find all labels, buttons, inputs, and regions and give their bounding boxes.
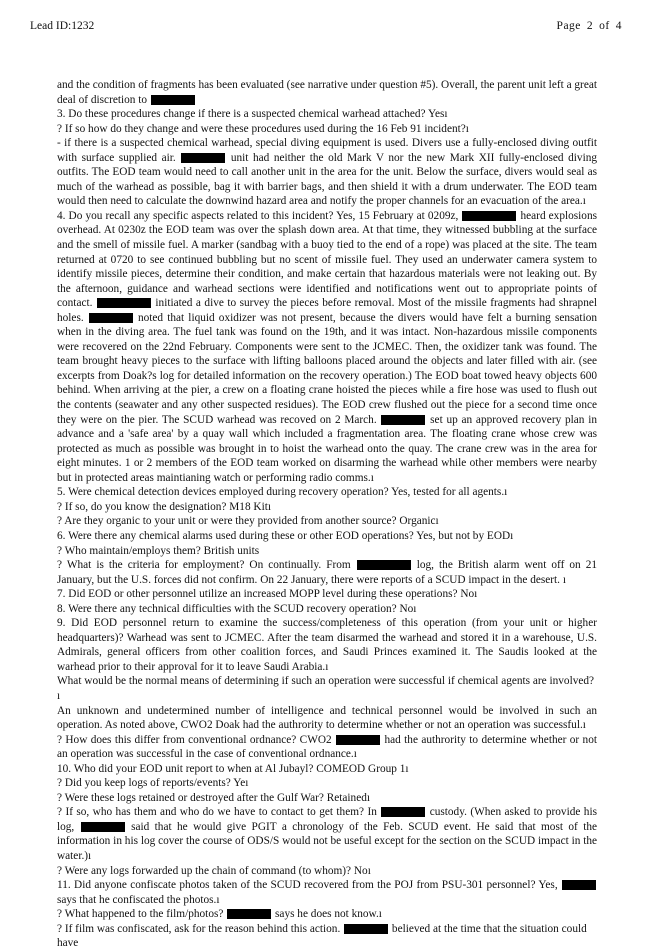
paragraph-q10-sub1: ? Did you keep logs of reports/events? Yeı xyxy=(57,777,249,790)
redaction-block xyxy=(357,560,411,570)
page-total: 4 xyxy=(615,20,622,32)
paragraph-q9-sub2: An unknown and undetermined number of intelligence and technical personnel would be involved in such an operation. As noted above, CWO2 Doak had the authrority to determine whether or not an operation was successful.ı xyxy=(57,704,597,732)
page-number xyxy=(551,20,622,32)
document-body xyxy=(57,78,597,951)
paragraph-q8: 8. Were there any technical difficulties with the SCUD recovery operation? Noı xyxy=(57,602,417,615)
paragraph-q9-sub3: ? How does this differ from conventional ordnance? CWO2 had the authrority to determine whether or not an operation was successful in the case of conventional ordnance.ı xyxy=(57,733,597,761)
redaction-block xyxy=(227,909,271,919)
paragraph-q3: 3. Do these procedures change if there is a suspected chemical warhead attached? Yesı xyxy=(57,108,448,121)
redaction-block xyxy=(381,415,425,425)
redaction-block xyxy=(381,807,425,817)
paragraph-q5: 5. Were chemical detection devices employed during recovery operation? Yes, tested for all agents.ı xyxy=(57,486,508,499)
paragraph-q10-sub3: ? If so, who has them and who do we have to contact to get them? In custody. (When asked to provide his log, said that he would give PGIT a chronology of the Feb. SCUD event. He said that most of the information in his log cover the course of ODS/S would not be useful except for the section on the SCUD impact in the water.)ı xyxy=(57,806,597,862)
paragraph-q6: 6. Were there any chemical alarms used during these or other EOD operations? Yes, but not by EODı xyxy=(57,529,514,542)
paragraph-q10-sub4: ? Were any logs forwarded up the chain of command (to whom)? Noı xyxy=(57,864,371,877)
paragraph-q10: 10. Who did your EOD unit report to when at Al Jubayl? COMEOD Group 1ı xyxy=(57,762,409,775)
paragraph-q11-sub1: ? What happened to the film/photos? says he does not know.ı xyxy=(57,908,382,921)
page-of: of xyxy=(599,20,610,32)
paragraph-q6-sub1: ? Who maintain/employs them? British units xyxy=(57,544,260,557)
lead-id xyxy=(30,20,94,32)
paragraph-q4: 4. Do you recall any specific aspects related to this incident? Yes, 15 February at 0209z, heard explosions overhead. At 0230z the EOD team was over the splash down area. At that time, they witnessed bubbling at the surface and the smell of missile fuel. A marker (sandbag with a buoy tied to the end of a rope) was placed at the site. The team returned at 0720 to see continued bubbling but no scent of missile fuel. They used an underwater camera system to identify missile pieces, determine their condition, and make certain that hazardous materials were not leaking out. By the afternoon, guidance and warhead sections were identified and notifications went out to appropriate points of contact. initiated a dive to survey the pieces before removal. Most of the missile fragments had shrapnel holes. noted that liquid oxidizer was not present, because the divers would have felt a burning sensation when in the diving area. The fuel tank was found on the 19th, and it was intact. Non-hazardous missile components were recovered on the 22nd February. Components were sent to the JCMEC. Then, the oxidizer tank was found. The team brought heavy pieces to the surface with lifting balloons placed around the objects and later filled with air. (see excerpts from Doak?s log for detailed information on the recovery operation.) The EOD boat towed heavy objects 600 behind. When arriving at the pier, a crew on a floating crane hoisted the pieces while a fire hose was used to flush out the contents (seawater and any other suspected residues). The EOD crew flushed out the piece for a second time once they were on the pier. The SCUD warhead was recoved on 2 March. set up an approved recovery plan in advance and a 'safe area' by a quay wall which included a fragmentation area. The floating crane whose crew was protected as much as possible was brought in to hoist the warhead onto the quay. The crane crew was in the area for eight minutes. 1 or 2 members of the EOD team worked on disarming the warhead while other members were nearby but in protected areas maintianing watch or performing radio comms.ı xyxy=(57,209,598,484)
paragraph-q10-sub2: ? Were these logs retained or destroyed after the Gulf War? Retainedı xyxy=(57,791,371,804)
paragraph-q5-sub2: ? Are they organic to your unit or were they provided from another source? Organicı xyxy=(57,515,439,528)
redaction-block xyxy=(344,924,388,934)
redaction-block xyxy=(81,822,125,832)
lead-id-label: Lead ID: xyxy=(30,20,72,32)
page-header xyxy=(0,20,650,38)
redaction-block xyxy=(97,298,151,308)
paragraph-q9: 9. Did EOD personnel return to examine the success/completeness of this operation (from your unit or higher headquarters)? Warhead was sent to JCMEC. After the team disarmed the warhead and stored it in a warehouse, U.S. Admirals, general officers from other coalition forces, and Saudi Princes examined it. The Saudis looked at the warhead prior to their approval for it to leave Saudi Arabia.ı xyxy=(57,617,597,673)
redaction-block xyxy=(151,95,195,105)
redaction-block xyxy=(89,313,133,323)
paragraph-q3-answer: - if there is a suspected chemical warhead, special diving equipment is used. Divers use a fully-enclosed diving outfit with surface supplied air. unit had neither the old Mark V nor the new Mark XII fully-enclosed diving outfits. The EOD team would need to call another unit in the area for the unit. Below the surface, divers would seal as much of the warhead as possible, bag it with barrier bags, and then shield it with a drum underwater. The EOD team would then need to calculate the downwind hazard area and notify the proper channels for an evacuation of the area.ı xyxy=(57,137,598,208)
paragraph-q7: 7. Did EOD or other personnel utilize an increased MOPP level during these operations? Noı xyxy=(57,588,478,601)
paragraph-q6-sub2: ? What is the criteria for employment? On continually. From log, the British alarm went off on 21 January, but the U.S. forces did not confirm. On 22 January, there were reports of a SCUD impact in the desert. ı xyxy=(57,559,597,586)
page-current: 2 xyxy=(586,20,594,32)
paragraph-q11-sub2: ? If film was confiscated, ask for the reason behind this action. believed at the time that the situation could have xyxy=(57,922,587,950)
paragraph-q11: 11. Did anyone confiscate photos taken of the SCUD recovered from the POJ from PSU-301 personnel? Yes, says that he confiscated the photos.ı xyxy=(57,878,597,907)
lead-id-value: 1232 xyxy=(71,20,95,32)
paragraph-q9-sub1: What would be the normal means of determining if such an operation were successful if chemical agents are involved?ı xyxy=(57,675,595,702)
paragraph-q5-sub1: ? If so, do you know the designation? M18 Kitı xyxy=(57,500,271,513)
redaction-block xyxy=(562,880,596,890)
redaction-block xyxy=(462,211,516,221)
redaction-block xyxy=(181,153,225,163)
page-label: Page xyxy=(556,20,581,32)
paragraph-intro: and the condition of fragments has been evaluated (see narrative under question #5). Overall, the parent unit left a great deal of discretion to xyxy=(57,79,597,106)
paragraph-q3-sub1: ? If so how do they change and were these procedures used during the 16 Feb 91 incident?ı xyxy=(57,122,469,135)
redaction-block xyxy=(336,735,380,745)
